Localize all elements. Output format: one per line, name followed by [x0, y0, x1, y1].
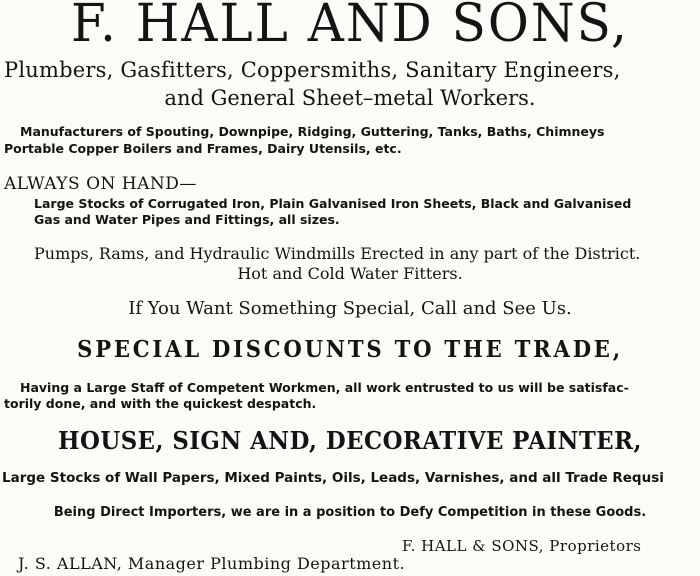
proprietors-signature: F. HALL & SONS, Proprietors	[402, 537, 642, 555]
stock-line-2: Gas and Water Pipes and Fittings, all sizes.	[34, 212, 340, 227]
manufacturers-line-1: Manufacturers of Spouting, Downpipe, Ridging, Guttering, Tanks, Baths, Chimneys	[20, 124, 605, 139]
masthead-title: F. HALL AND SONS,	[71, 0, 629, 54]
importers-line: Being Direct Importers, we are in a position to Defy Competition in these Goods.	[53, 505, 647, 520]
wallpaper-stocks-line: Large Stocks of Wall Papers, Mixed Paints, Oils, Leads, Varnishes, and all Trade Requsi	[2, 470, 664, 486]
manager-signature: J. S. ALLAN, Manager Plumbing Department.	[18, 554, 406, 573]
something-special-line: If You Want Something Special, Call and See Us.	[128, 298, 572, 319]
pumps-line-1: Pumps, Rams, and Hydraulic Windmills Erected in any part of the District.	[34, 244, 641, 263]
trades-line-1: Plumbers, Gasfitters, Coppersmiths, Sanitary Engineers,	[4, 58, 621, 82]
always-on-hand-heading: ALWAYS ON HAND—	[4, 174, 197, 194]
stock-line-1: Large Stocks of Corrugated Iron, Plain Galvanised Iron Sheets, Black and Galvanised	[34, 196, 632, 211]
staff-line-1: Having a Large Staff of Competent Workmen, all work entrusted to us will be satisfac-	[20, 380, 629, 395]
trades-line-2: and General Sheet–metal Workers.	[164, 86, 536, 110]
manufacturers-line-2: Portable Copper Boilers and Frames, Dairy Utensils, etc.	[4, 141, 402, 156]
painter-heading: HOUSE, SIGN AND, DECORATIVE PAINTER,	[58, 426, 642, 455]
staff-line-2: torily done, and with the quickest despatch.	[4, 396, 317, 411]
trade-discounts-heading: SPECIAL DISCOUNTS TO THE TRADE,	[77, 336, 623, 363]
pumps-line-2: Hot and Cold Water Fitters.	[237, 264, 463, 283]
